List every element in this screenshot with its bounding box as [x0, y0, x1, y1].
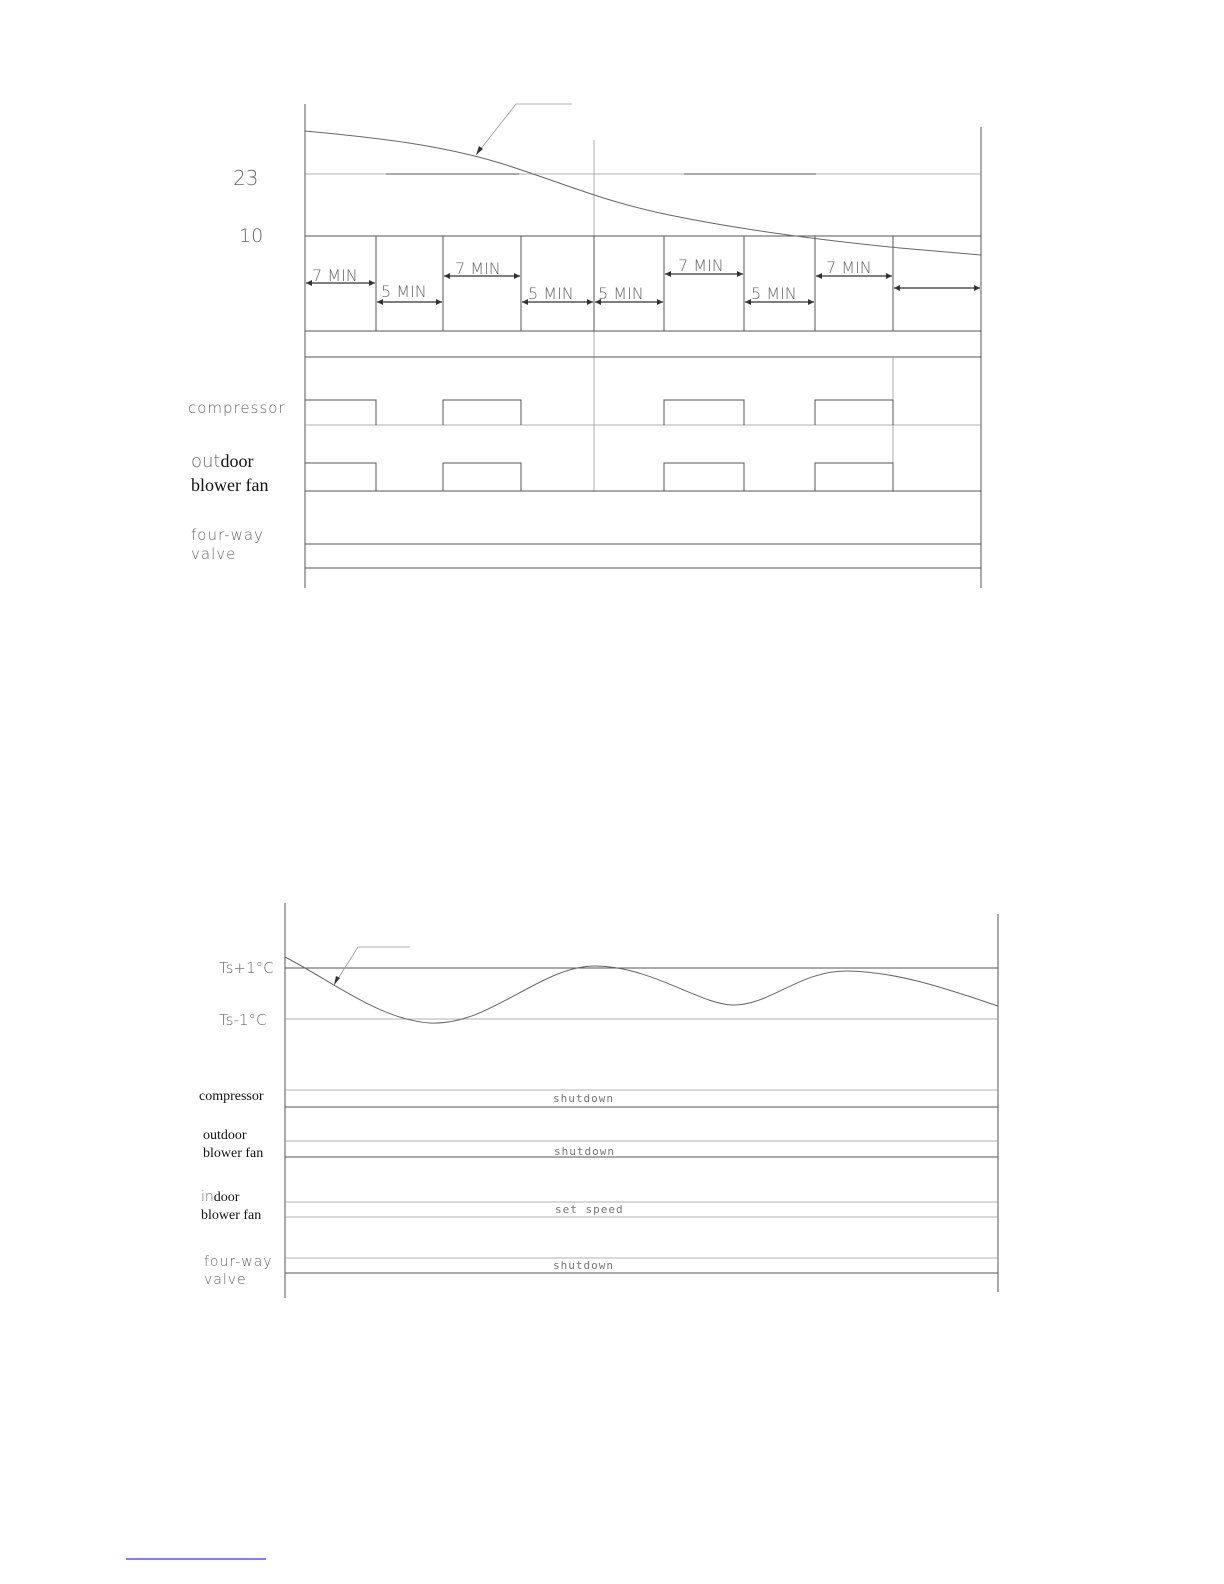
d1-interval-label-7: 5 MIN: [751, 284, 797, 303]
d1-interval-label-3: 7 MIN: [455, 259, 501, 278]
d2-row-label-compressor: compressor: [199, 1089, 264, 1104]
diagram-2-standby-timing: [199, 903, 998, 1298]
d2-indoor-suffix: door: [213, 1190, 240, 1205]
d1-outdoor-suffix: door: [220, 451, 254, 471]
d1-row-label-fourway-1: four-way: [191, 526, 264, 544]
d2-row-label-outdoor-1: outdoor: [203, 1128, 247, 1143]
d2-temperature-curve: [285, 957, 998, 1023]
d1-row-label-fourway-2: valve: [191, 545, 237, 563]
d1-compressor-waveform: [305, 400, 893, 425]
d2-y-label-lower: Ts-1°C: [219, 1011, 267, 1029]
d2-row-label-indoor-2: blower fan: [201, 1208, 262, 1223]
d2-curve-leader: [334, 947, 410, 985]
d1-interval-label-6: 7 MIN: [678, 256, 724, 275]
d2-indoor-prefix: in: [201, 1189, 214, 1205]
d1-outdoor-fan-waveform: [305, 463, 893, 491]
d1-row-label-compressor: compressor: [188, 399, 286, 417]
d1-interval-label-1: 7 MIN: [312, 266, 358, 285]
d1-interval-label-2: 5 MIN: [381, 282, 427, 301]
d1-curve-leader: [476, 104, 572, 155]
d2-state-compressor: shutdown: [553, 1092, 614, 1105]
d1-row-label-outdoor-line2: blower fan: [191, 475, 269, 495]
d1-interval-label-8: 7 MIN: [826, 258, 872, 277]
d2-row-label-indoor: [201, 1189, 240, 1205]
d1-interval-label-4: 5 MIN: [528, 284, 574, 303]
d2-state-indoor-fan: set speed: [555, 1203, 624, 1216]
d1-y-label-lower: 10: [239, 225, 264, 247]
d2-state-outdoor-fan: shutdown: [554, 1145, 615, 1158]
d2-row-label-fourway-2: valve: [204, 1272, 247, 1288]
d1-y-label-upper: 23: [233, 166, 259, 190]
d2-row-label-outdoor-2: blower fan: [203, 1146, 264, 1161]
d2-y-label-upper: Ts+1°C: [219, 959, 274, 977]
d2-row-label-fourway-1: four-way: [204, 1254, 273, 1270]
d1-row-label-outdoor: [191, 451, 253, 472]
d1-outdoor-prefix: out: [191, 451, 221, 472]
diagram-1-defrost-timing: [188, 104, 981, 588]
d2-state-fourway: shutdown: [553, 1259, 614, 1272]
d1-interval-label-5: 5 MIN: [598, 284, 644, 303]
